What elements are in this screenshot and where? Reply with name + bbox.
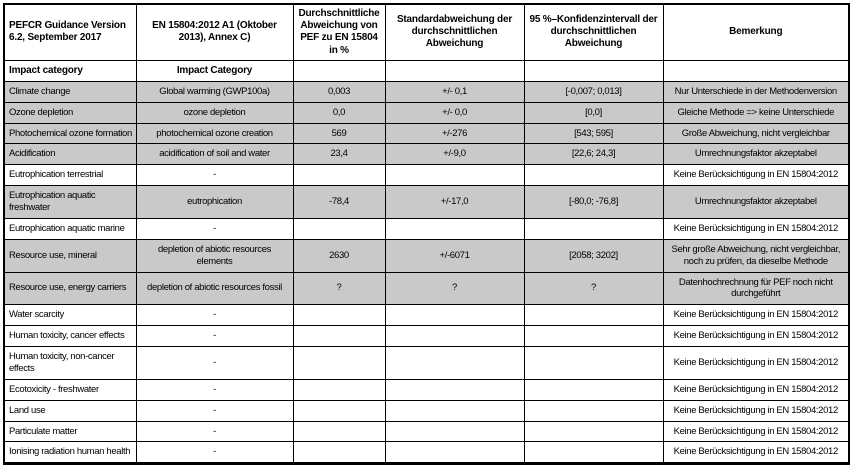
table-row [4,326,849,347]
impact-category-cell: Climate change [4,81,136,102]
col-header-en15804: EN 15804:2012 A1 (Oktober 2013), Annex C) [136,4,293,60]
std-deviation-cell: +/-276 [385,123,524,144]
avg-deviation-cell [293,421,385,442]
std-deviation-cell: +/-9,0 [385,144,524,165]
impact-category-cell: Human toxicity, non-cancer effects [4,347,136,380]
impact-category-cell: Ecotoxicity - freshwater [4,379,136,400]
en15804-category-cell: acidification of soil and water [136,144,293,165]
en15804-category-cell: photochemical ozone creation [136,123,293,144]
col-header-remark: Bemerkung [663,4,849,60]
remark-cell: Keine Berücksichtigung in EN 15804:2012 [663,442,849,464]
col-header-pefcr: PEFCR Guidance Version 6.2, September 2017 [4,4,136,60]
avg-deviation-cell [293,442,385,464]
impact-category-cell: Ozone depletion [4,102,136,123]
en15804-category-cell: - [136,379,293,400]
table-body [4,81,849,464]
std-deviation-cell: +/-17,0 [385,186,524,219]
table-row [4,379,849,400]
en15804-category-cell: depletion of abiotic resources fossil [136,272,293,305]
avg-deviation-cell [293,347,385,380]
table-row [4,123,849,144]
table-row [4,305,849,326]
std-deviation-cell [385,326,524,347]
impact-category-cell: Photochemical ozone formation [4,123,136,144]
subheader-empty-4 [663,60,849,81]
remark-cell: Keine Berücksichtigung in EN 15804:2012 [663,421,849,442]
std-deviation-cell: ? [385,272,524,305]
remark-cell: Keine Berücksichtigung in EN 15804:2012 [663,347,849,380]
confidence-interval-cell [524,165,663,186]
confidence-interval-cell [524,326,663,347]
confidence-interval-cell: [22,6; 24,3] [524,144,663,165]
subheader-empty-2 [385,60,524,81]
avg-deviation-cell [293,326,385,347]
confidence-interval-cell [524,305,663,326]
impact-category-cell: Land use [4,400,136,421]
en15804-category-cell: - [136,165,293,186]
std-deviation-cell [385,442,524,464]
en15804-category-cell: - [136,218,293,239]
remark-cell: Keine Berücksichtigung in EN 15804:2012 [663,400,849,421]
impact-category-cell: Water scarcity [4,305,136,326]
std-deviation-cell: +/- 0,1 [385,81,524,102]
avg-deviation-cell [293,218,385,239]
table-row [4,272,849,305]
avg-deviation-cell: ? [293,272,385,305]
table-header [4,4,849,81]
en15804-category-cell: eutrophication [136,186,293,219]
remark-cell: Keine Berücksichtigung in EN 15804:2012 [663,379,849,400]
avg-deviation-cell: -78,4 [293,186,385,219]
impact-category-cell: Particulate matter [4,421,136,442]
en15804-category-cell: depletion of abiotic resources elements [136,239,293,272]
avg-deviation-cell: 23,4 [293,144,385,165]
impact-category-cell: Human toxicity, cancer effects [4,326,136,347]
remark-cell: Keine Berücksichtigung in EN 15804:2012 [663,305,849,326]
avg-deviation-cell [293,400,385,421]
col-header-confidence-interval: 95 %–Konfidenzintervall der durchschnittlichen Abweichung [524,4,663,60]
confidence-interval-cell [524,442,663,464]
pef-en15804-comparison-table [3,3,850,465]
std-deviation-cell [385,379,524,400]
table-row [4,81,849,102]
remark-cell: Große Abweichung, nicht vergleichbar [663,123,849,144]
remark-cell: Datenhochrechnung für PEF noch nicht durchgeführt [663,272,849,305]
impact-category-cell: Eutrophication aquatic freshwater [4,186,136,219]
confidence-interval-cell: ? [524,272,663,305]
confidence-interval-cell [524,379,663,400]
en15804-category-cell: - [136,400,293,421]
en15804-category-cell: - [136,442,293,464]
remark-cell: Umrechnungsfaktor akzeptabel [663,186,849,219]
std-deviation-cell [385,165,524,186]
confidence-interval-cell [524,218,663,239]
en15804-category-cell: Global warming (GWP100a) [136,81,293,102]
avg-deviation-cell: 0,0 [293,102,385,123]
table-row [4,165,849,186]
subheader-empty-1 [293,60,385,81]
subheader-impact-category: Impact category [4,60,136,81]
confidence-interval-cell: [2058; 3202] [524,239,663,272]
confidence-interval-cell [524,421,663,442]
std-deviation-cell [385,305,524,326]
remark-cell: Gleiche Methode => keine Unterschiede [663,102,849,123]
impact-category-cell: Resource use, mineral [4,239,136,272]
confidence-interval-cell: [-80,0; -76,8] [524,186,663,219]
en15804-category-cell: - [136,326,293,347]
impact-category-cell: Resource use, energy carriers [4,272,136,305]
remark-cell: Keine Berücksichtigung in EN 15804:2012 [663,165,849,186]
confidence-interval-cell: [543; 595] [524,123,663,144]
avg-deviation-cell [293,305,385,326]
impact-category-cell: Ionising radiation human health [4,442,136,464]
confidence-interval-cell [524,400,663,421]
col-header-avg-deviation: Durchschnittliche Abweichung von PEF zu EN 15804 in % [293,4,385,60]
remark-cell: Nur Unterschiede in der Methodenversion [663,81,849,102]
en15804-category-cell: - [136,421,293,442]
table-row [4,218,849,239]
remark-cell: Sehr große Abweichung, nicht vergleichbar, noch zu prüfen, da dieselbe Methode [663,239,849,272]
table-row [4,239,849,272]
column-header-row [4,4,849,60]
subheader-row [4,60,849,81]
avg-deviation-cell [293,379,385,400]
table-row [4,442,849,464]
confidence-interval-cell [524,347,663,380]
std-deviation-cell [385,218,524,239]
col-header-std-deviation: Standardabweichung der durchschnittlichen Abweichung [385,4,524,60]
avg-deviation-cell: 569 [293,123,385,144]
std-deviation-cell: +/- 0,0 [385,102,524,123]
table-row [4,400,849,421]
confidence-interval-cell: [0,0] [524,102,663,123]
table-row [4,102,849,123]
std-deviation-cell: +/-6071 [385,239,524,272]
table-row [4,144,849,165]
remark-cell: Keine Berücksichtigung in EN 15804:2012 [663,218,849,239]
std-deviation-cell [385,347,524,380]
subheader-impact-category-en: Impact Category [136,60,293,81]
remark-cell: Keine Berücksichtigung in EN 15804:2012 [663,326,849,347]
remark-cell: Umrechnungsfaktor akzeptabel [663,144,849,165]
subheader-empty-3 [524,60,663,81]
en15804-category-cell: - [136,347,293,380]
impact-category-cell: Eutrophication aquatic marine [4,218,136,239]
confidence-interval-cell: [-0,007; 0,013] [524,81,663,102]
avg-deviation-cell: 0,003 [293,81,385,102]
std-deviation-cell [385,421,524,442]
table-row [4,421,849,442]
impact-category-cell: Eutrophication terrestrial [4,165,136,186]
impact-category-cell: Acidification [4,144,136,165]
avg-deviation-cell [293,165,385,186]
table-row [4,186,849,219]
table-row [4,347,849,380]
std-deviation-cell [385,400,524,421]
en15804-category-cell: - [136,305,293,326]
avg-deviation-cell: 2630 [293,239,385,272]
en15804-category-cell: ozone depletion [136,102,293,123]
